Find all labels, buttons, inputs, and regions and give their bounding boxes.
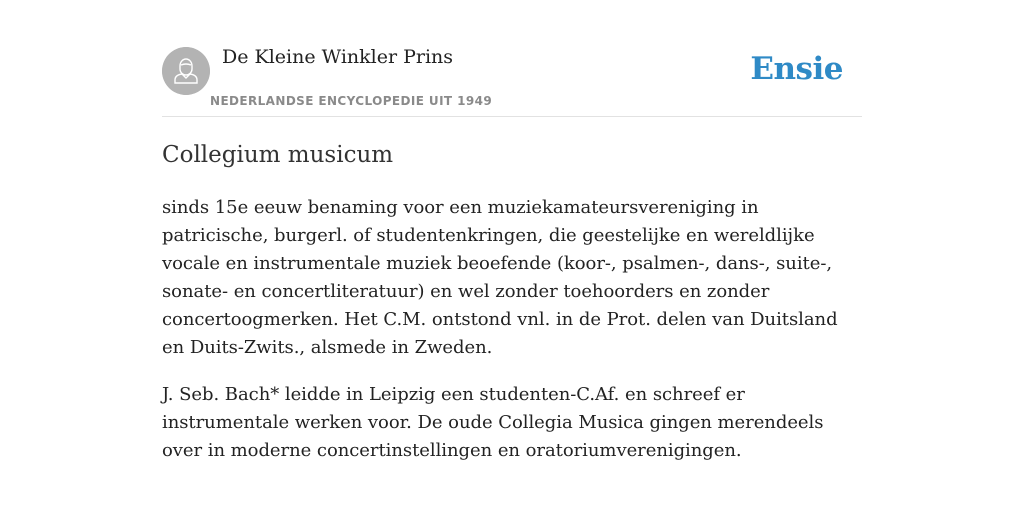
entry-paragraph: sinds 15e eeuw benaming voor een muziekamateursvereniging in patricische, burgerl. of studentenkringen, die geestelijke en wereldlijke vocale en instrumentale muziek beoefende (koor-, psalmen-, dans-, suite-, sonate- en concertliteratuur) en wel zonder toehoorders en zonder concertoogmerken. Het C.M. ontstond vnl. in de Prot. delen van Duitsland en Duits-Zwits., alsmede in Zweden. — [162, 197, 838, 358]
entry-paragraph: J. Seb. Bach* leidde in Leipzig een studenten-C.Af. en schreef er instrumentale werken voor. De oude Collegia Musica gingen merendeels over in moderne concertinstellingen en oratoriumverenigingen. — [162, 384, 824, 461]
entry-content — [162, 138, 862, 484]
user-avatar-icon[interactable] — [162, 47, 210, 95]
source-subtitle: NEDERLANDSE ENCYCLOPEDIE UIT 1949 — [210, 94, 493, 108]
source-title[interactable]: De Kleine Winkler Prins — [222, 46, 454, 68]
entry-title: Collegium musicum — [162, 142, 394, 168]
source-header — [162, 46, 862, 117]
ensie-logo[interactable]: Ensie — [750, 51, 843, 87]
